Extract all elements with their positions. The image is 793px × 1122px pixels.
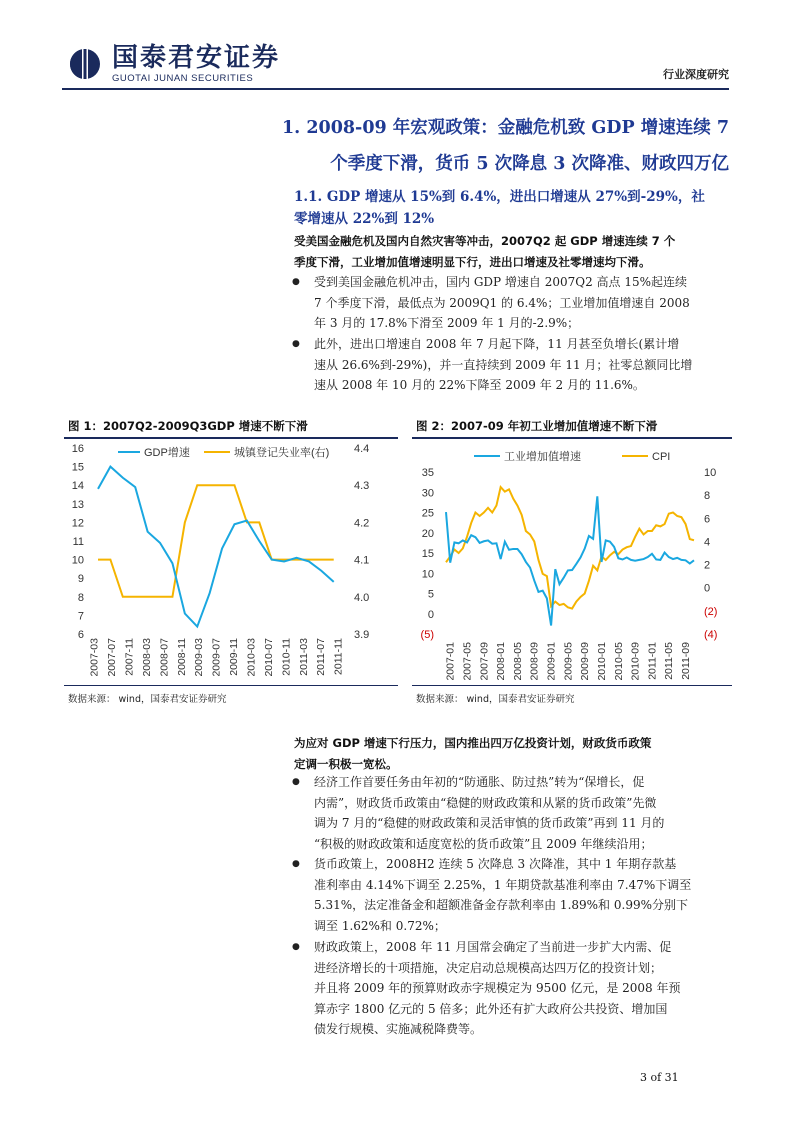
- x-tick-label: 2007-01: [444, 642, 457, 681]
- bullet-1-1: [292, 272, 732, 334]
- x-tick-label: 2007-11: [123, 638, 136, 676]
- company-logo: [66, 44, 280, 84]
- report-type: 行业深度研究: [663, 68, 729, 81]
- bullet-dot-icon: ●: [292, 942, 300, 952]
- x-tick-label: 2009-01: [545, 642, 558, 681]
- figure-2-bottom-rule: [412, 685, 732, 686]
- bullet-line: 准利率由 4.14%下调至 2.25%，1 年期贷款基准利率由 7.47%下调至: [314, 877, 692, 892]
- y-tick-label: 15: [71, 461, 84, 474]
- y-tick-label: 12: [71, 517, 84, 530]
- y-tick-label: 0: [427, 608, 434, 621]
- figure-2-title: 图 2：2007-09 年初工业增加值增速不断下滑: [416, 419, 658, 433]
- bullet-dot-icon: ●: [292, 777, 300, 787]
- y2-tick-label: 8: [704, 490, 711, 503]
- bullet-line: 速从 2008 年 10 月的 22%下降至 2009 年 2 月的 11.6%。: [314, 378, 645, 393]
- bullet-2-1: [292, 772, 732, 854]
- figure-1-bottom-rule: [64, 685, 398, 686]
- figure-1-title: 图 1：2007Q2-2009Q3GDP 增速不断下滑: [68, 419, 308, 433]
- y-tick-label: 20: [421, 527, 434, 540]
- y-tick-label: 7: [77, 610, 84, 623]
- section-heading-line1: 1. 2008-09 年宏观政策：金融危机致 GDP 增速连续 7: [281, 118, 729, 138]
- x-tick-label: 2011-05: [663, 642, 676, 680]
- bullet-line: 财政政策上，2008 年 11 月国常会确定了当前进一步扩大内需、促: [314, 940, 672, 954]
- y2-tick-label: 4.3: [354, 480, 370, 493]
- bullet-line: 债发行规模、实施减税降费等。: [314, 1022, 483, 1037]
- x-tick-label: 2011-09: [680, 642, 693, 680]
- bullet-1-2: [292, 334, 732, 396]
- x-tick-label: 2010-07: [262, 638, 275, 677]
- figure-2-source: 数据来源： wind，国泰君安证券研究: [416, 694, 575, 705]
- figure-1-chart: [64, 440, 398, 685]
- bullet-line: 并且将 2009 年的预算财政赤字规模定为 9500 亿元，是 2008 年预: [314, 981, 681, 996]
- y-tick-label: 15: [421, 548, 434, 560]
- section-heading-line2: 个季度下滑，货币 5 次降息 3 次降准、财政四万亿: [330, 154, 729, 174]
- bullet-line: 5.31%，法定准备金和超额准备金存款利率由 1.89%和 0.99%分别下: [314, 898, 688, 913]
- x-tick-label: 2009-03: [193, 638, 206, 677]
- y2-tick-label: 3.9: [354, 629, 370, 641]
- header-divider: [62, 88, 729, 90]
- y-tick-label: 9: [77, 573, 84, 586]
- subsection-heading-line1: 1.1. GDP 增速从 15%到 6.4%，进出口增速从 27%到-29%，社: [294, 189, 705, 205]
- bullet-dot-icon: ●: [292, 339, 300, 349]
- x-tick-label: 2008-03: [140, 638, 153, 677]
- y-tick-label: 5: [427, 588, 434, 601]
- y-tick-label: 11: [72, 536, 84, 548]
- x-tick-label: 2007-09: [478, 642, 491, 681]
- x-tick-label: 2008-11: [175, 638, 188, 676]
- x-tick-label: 2011-11: [332, 638, 345, 675]
- bullet-2-2: [292, 854, 732, 936]
- x-tick-label: 2009-09: [579, 642, 592, 681]
- figure-1-rule: [64, 437, 398, 439]
- y2-tick-label: (4): [704, 629, 718, 641]
- lead-paragraph-2: [294, 733, 734, 774]
- legend-ip-label: 工业增加值增速: [504, 451, 581, 463]
- subsection-heading: [294, 186, 729, 230]
- figure-2-rule: [412, 437, 732, 439]
- subsection-heading-line2: 零增速从 22%到 12%: [294, 211, 435, 227]
- x-tick-label: 2008-05: [511, 642, 524, 681]
- bullet-line: 内需”，财政货币政策由“稳健的财政政策和从紧的货币政策”先微: [314, 795, 657, 810]
- y2-tick-label: 4.4: [354, 443, 370, 455]
- x-tick-label: 2011-01: [646, 642, 659, 680]
- y2-tick-label: 4: [704, 536, 711, 549]
- logo-en-text: GUOTAI JUNAN SECURITIES: [112, 73, 254, 84]
- bullet-line: 调至 1.62%和 0.72%；: [314, 918, 446, 933]
- legend-gdp-label: GDP增速: [144, 447, 190, 459]
- bullet-line: 速从 26.6%到-29%)，并一直持续到 2009 年 11 月；社零总额同比增: [314, 357, 693, 372]
- lead-paragraph-1: [294, 231, 734, 272]
- x-tick-label: 2009-11: [228, 638, 241, 676]
- x-tick-label: 2010-05: [612, 642, 625, 681]
- y-tick-label: 8: [77, 591, 84, 604]
- cpi-line: [446, 487, 694, 609]
- lead1-line2: 季度下滑，工业增加值增速明显下行，进出口增速及社零增速均下滑。: [294, 254, 651, 269]
- gdp-line: [98, 467, 334, 627]
- bullet-line: 受到美国金融危机冲击，国内 GDP 增速自 2007Q2 高点 15%起连续: [314, 275, 688, 289]
- y-tick-label: 6: [77, 629, 84, 641]
- x-tick-label: 2009-07: [210, 638, 223, 677]
- y-tick-label: 14: [71, 480, 84, 493]
- figure-2-chart: [412, 440, 732, 685]
- bullet-2-3: [292, 937, 732, 1040]
- unemployment-line: [98, 485, 334, 597]
- y-tick-label: 16: [71, 443, 84, 455]
- bullet-line: 算赤字 1800 亿元的 5 倍多；此外还有扩大政府公共投资、增加国: [314, 1001, 668, 1016]
- bullet-line: 此外，进出口增速自 2008 年 7 月起下降，11 月甚至负增长(累计增: [314, 337, 680, 351]
- bullet-line: 调为 7 月的“稳健的财政政策和灵活审慎的货币政策”再到 11 月的: [314, 816, 665, 831]
- x-tick-label: 2007-05: [461, 642, 474, 681]
- bullet-dot-icon: ●: [292, 277, 300, 287]
- figure-1-source: 数据来源： wind，国泰君安证券研究: [68, 694, 227, 705]
- x-tick-label: 2009-05: [562, 642, 575, 681]
- y2-tick-label: 6: [704, 513, 711, 526]
- y-tick-label: 10: [71, 554, 84, 567]
- x-tick-label: 2008-01: [495, 642, 508, 681]
- y-tick-label: (5): [420, 629, 434, 641]
- bullet-line: 货币政策上，2008H2 连续 5 次降息 3 次降准，其中 1 年期存款基: [314, 857, 677, 871]
- y-tick-label: 25: [421, 507, 434, 520]
- y-tick-label: 35: [421, 467, 434, 479]
- bullet-line: 经济工作首要任务由年初的“防通胀、防过热”转为“保增长，促: [314, 775, 645, 789]
- legend-cpi-label: CPI: [652, 451, 671, 463]
- y2-tick-label: 4.1: [354, 554, 370, 567]
- bullet-line: 年 3 月的 17.8%下滑至 2009 年 1 月的-2.9%；: [314, 316, 580, 331]
- x-tick-label: 2010-09: [629, 642, 642, 681]
- y2-tick-label: (2): [704, 605, 718, 618]
- bullet-line: 7 个季度下滑，最低点为 2009Q1 的 6.4%；工业增加值增速自 2008: [314, 295, 690, 310]
- x-tick-label: 2010-11: [280, 638, 293, 676]
- logo-mark-icon: [66, 47, 106, 81]
- y2-tick-label: 4.2: [354, 517, 370, 530]
- y2-tick-label: 4.0: [354, 591, 370, 604]
- y-tick-label: 30: [421, 487, 434, 500]
- legend-unemp-label: 城镇登记失业率(右): [234, 447, 330, 459]
- page-number: 3 of 31: [640, 1071, 679, 1084]
- bullet-line: “积极的财政政策和适度宽松的货币政策”且 2009 年继续沿用；: [314, 836, 653, 851]
- x-tick-label: 2008-07: [158, 638, 171, 677]
- bullet-line: 进经济增长的十项措施，决定启动总规模高达四万亿的投资计划；: [314, 960, 663, 975]
- x-tick-label: 2007-03: [88, 638, 101, 677]
- logo-cn-text: 国泰君安证券: [112, 43, 281, 73]
- x-tick-label: 2010-03: [245, 638, 258, 677]
- x-tick-label: 2007-07: [106, 638, 119, 677]
- y2-tick-label: 10: [704, 467, 717, 479]
- bullet-dot-icon: ●: [292, 859, 300, 869]
- x-tick-label: 2010-01: [595, 642, 608, 681]
- y-tick-label: 10: [421, 568, 434, 581]
- lead2-line2: 定调一积极一宽松。: [294, 756, 398, 771]
- lead1-line1: 受美国金融危机及国内自然灾害等冲击，2007Q2 起 GDP 增速连续 7 个: [294, 234, 676, 248]
- y2-tick-label: 2: [704, 559, 711, 572]
- x-tick-label: 2011-07: [315, 638, 328, 676]
- y2-tick-label: 0: [704, 582, 711, 595]
- industrial-output-line: [446, 496, 694, 625]
- x-tick-label: 2008-09: [528, 642, 541, 681]
- lead2-line1: 为应对 GDP 增速下行压力，国内推出四万亿投资计划，财政货币政策: [294, 736, 652, 750]
- y-tick-label: 13: [71, 498, 84, 511]
- x-tick-label: 2011-03: [297, 638, 310, 676]
